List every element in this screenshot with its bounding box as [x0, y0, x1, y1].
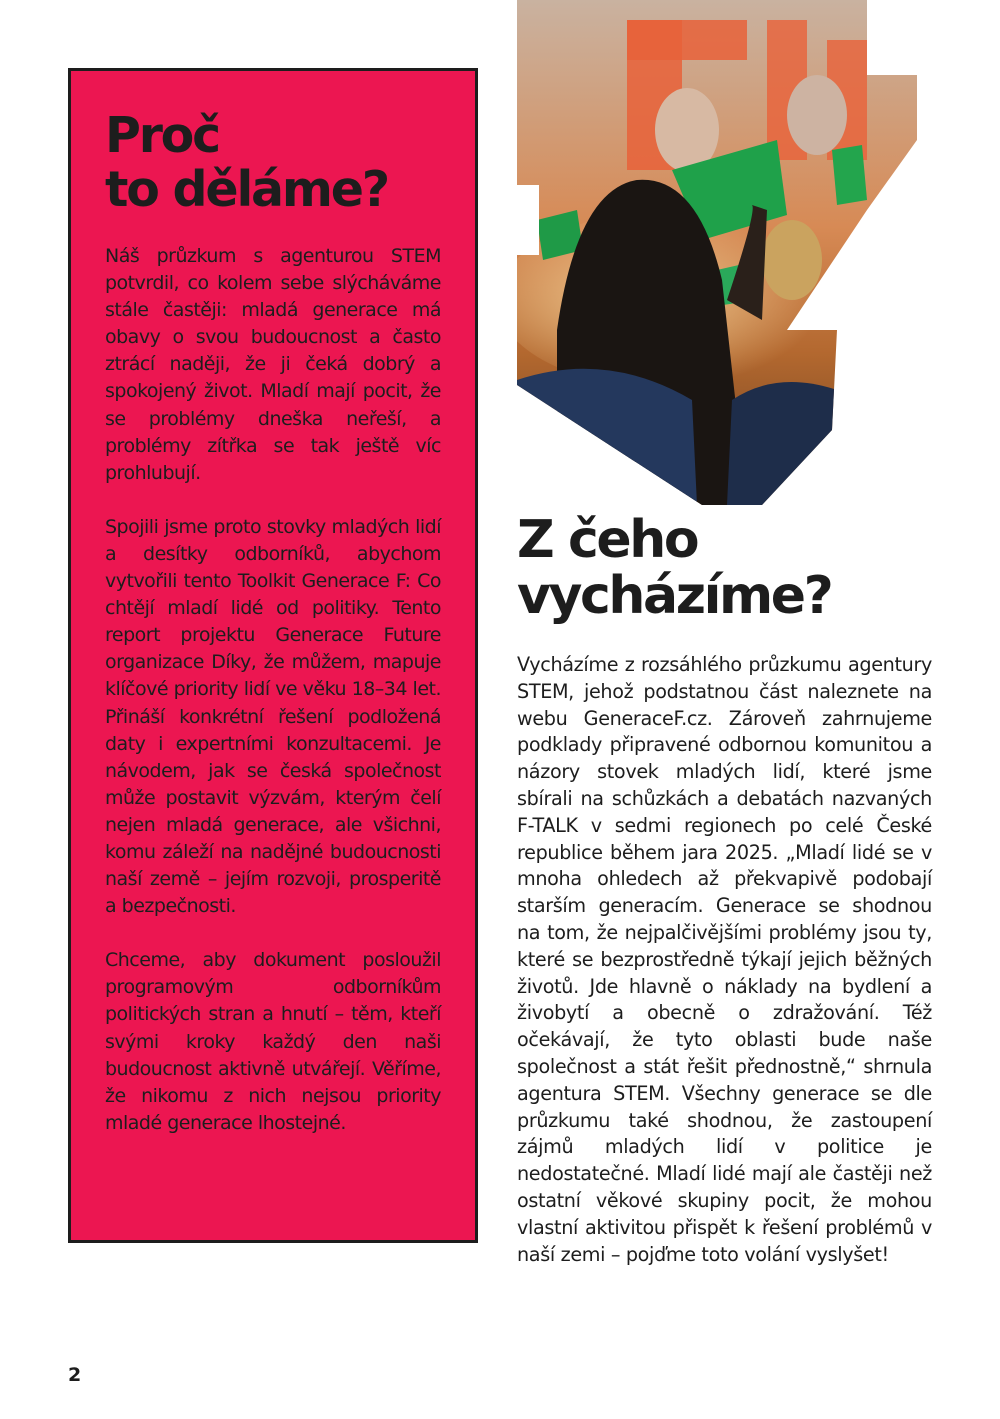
sources-heading-line2: vycházíme?: [517, 566, 832, 626]
why-heading-line1: Proč: [105, 107, 219, 164]
why-heading-line2: to děláme?: [105, 161, 389, 218]
why-paragraph-1: Náš průzkum s agenturou STEM potvrdil, co kolem sebe slýcháváme stále častěji: mladá generace má obavy o svou budoucnost a často ztrácí naději, že ji čeká dobrý a spokojený život. Mladí mají pocit, že se problémy dneška neřeší, a problémy zítřka se tak ještě víc prohlubují.: [105, 245, 441, 484]
why-we-do-it-box: [68, 68, 478, 1243]
sources-section: [517, 512, 932, 1268]
sources-paragraph: Vycházíme z rozsáhlého průzkumu agentury STEM, jehož podstatnou část naleznete na webu GeneraceF.cz. Zároveň zahrnujeme podklady připravené odbornou komunitou a názory stovek mladých lidí, které jsme sbírali na schůzkách a debatách nazvaných F-TALK v sedmi regionech po celé České republice během jara 2025. „Mladí lidé se v mnoha ohledech až překvapivě podobají starším generacím. Generace se shodnou na tom, že nejpalčivějšími problémy jsou ty, které se bezprostředně týkají jejich běžných životů. Jde hlavně o náklady na bydlení a živobytí a obecně o zdražování. Též očekávají, že tyto oblasti bude naše společnost a stát řešit přednostně,“ shrnula agentura STEM. Všechny generace se dle průzkumu také shodnou, že zastoupení zájmů mladých lidí v politice je nedostatečné. Mladí lidé mají ale častěji než ostatní věkové skupiny pocit, že mohou vlastní aktivitou přispět k řešení problémů v naší zemi – pojďme toto volání vyslyšet!: [517, 653, 932, 1266]
why-heading: [105, 109, 441, 217]
sources-heading-line1: Z čeho: [517, 510, 698, 570]
page-number: 2: [68, 1364, 82, 1386]
event-photo: [517, 0, 917, 505]
why-paragraph-2: Spojili jsme proto stovky mladých lidí a desítky odborníků, abychom vytvořili tento Toolkit Generace F: Co chtějí mladí lidé od politiky. Tento report projektu Generace Future organizace Díky, že můžem, mapuje klíčové priority lidí ve věku 18–34 let. Přináší konkrétní řešení podložená daty i expertními konzultacemi. Je návodem, jak se česká společnost může postavit výzvám, kterým čelí nejen mladá generace, ale všichni, komu záleží na nadějné budoucnosti naší země – jejím rozvoji, prosperitě a bezpečnosti.: [105, 515, 441, 918]
why-paragraph-3: Chceme, aby dokument posloužil programovým odborníkům politických stran a hnutí – těm, kteří svými kroky každý den naši budoucnost aktivně utvářejí. Věříme, že nikomu z nich nejsou priority mladé generace lhostejné.: [105, 949, 441, 1134]
sources-heading: [517, 512, 932, 624]
